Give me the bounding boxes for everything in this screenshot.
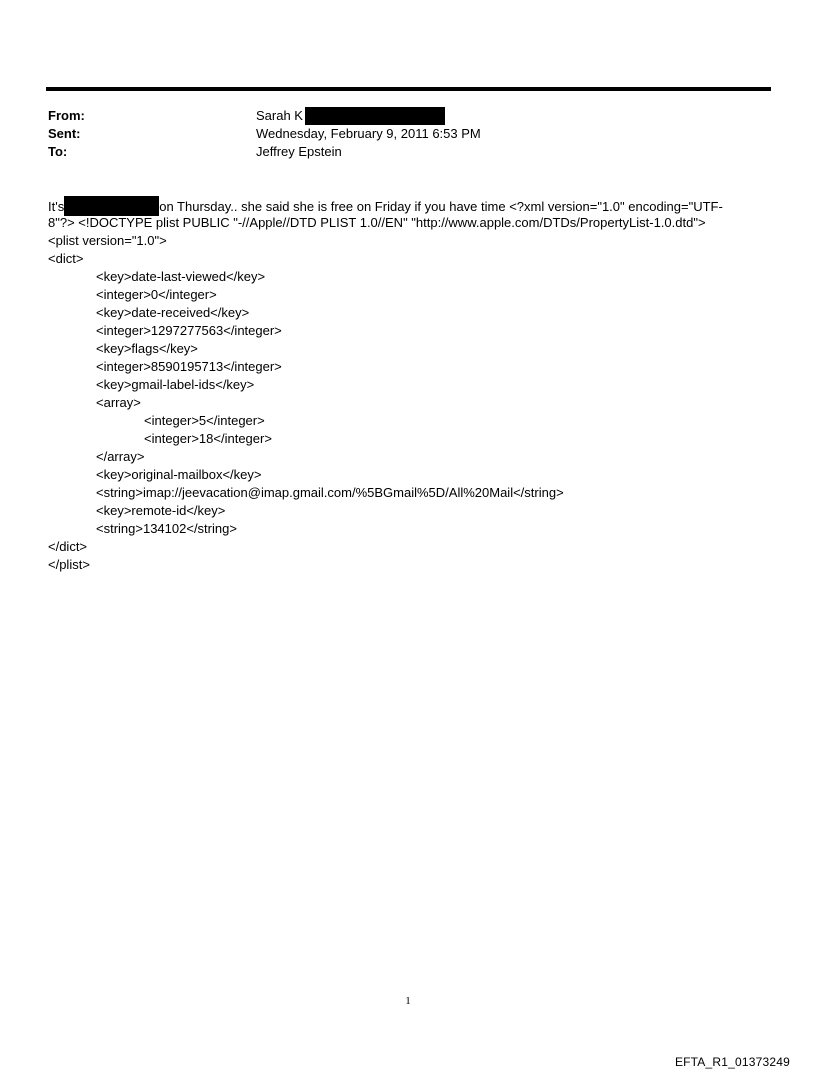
body-line: <key>gmail-label-ids</key> xyxy=(96,377,255,392)
bates-number: EFTA_R1_01373249 xyxy=(674,1055,790,1069)
body-line: </plist> xyxy=(48,557,90,572)
body-line: </array> xyxy=(96,449,145,464)
to-label: To: xyxy=(48,144,68,159)
body-line: <key>flags</key> xyxy=(96,341,198,356)
body-line: <dict> xyxy=(48,251,84,266)
body-line: <key>remote-id</key> xyxy=(96,503,226,518)
email-header xyxy=(48,107,768,161)
body-line: <string>134102</string> xyxy=(96,521,237,536)
page-number: 1 xyxy=(405,995,411,1007)
body-line: 8"?> <!DOCTYPE plist PUBLIC "-//Apple//DTD PLIST 1.0//EN" "http://www.apple.com/DTDs/PropertyList-1.0.dtd"> xyxy=(48,215,706,230)
body-text: It's xyxy=(48,199,65,214)
sender-name: Sarah K xyxy=(256,108,303,123)
sent-row xyxy=(48,125,768,143)
from-label: From: xyxy=(48,108,85,123)
body-line: <integer>5</integer> xyxy=(144,413,265,428)
body-line: <key>date-received</key> xyxy=(96,305,250,320)
redaction-box xyxy=(305,107,445,125)
email-body xyxy=(48,196,770,574)
body-text: on Thursday.. she said she is free on Friday if you have time <?xml version="1.0" encoding="UTF- xyxy=(159,199,723,214)
from-value xyxy=(256,107,445,125)
body-line: </dict> xyxy=(48,539,88,554)
to-row xyxy=(48,143,768,161)
from-row xyxy=(48,107,768,125)
body-line: <string>imap://jeevacation@imap.gmail.com/%5BGmail%5D/All%20Mail</string> xyxy=(96,485,564,500)
body-line: <integer>18</integer> xyxy=(144,431,272,446)
body-line: <integer>8590195713</integer> xyxy=(96,359,282,374)
header-divider xyxy=(46,87,771,91)
sent-value: Wednesday, February 9, 2011 6:53 PM xyxy=(256,126,481,141)
body-line: <key>original-mailbox</key> xyxy=(96,467,262,482)
body-line: <plist version="1.0"> xyxy=(48,233,167,248)
sent-label: Sent: xyxy=(48,126,81,141)
to-value: Jeffrey Epstein xyxy=(256,144,342,159)
body-line: <key>date-last-viewed</key> xyxy=(96,269,266,284)
body-line xyxy=(48,196,770,214)
body-line: <integer>1297277563</integer> xyxy=(96,323,282,338)
redaction-box xyxy=(64,196,159,216)
body-line: <array> xyxy=(96,395,141,410)
body-line: <integer>0</integer> xyxy=(96,287,217,302)
